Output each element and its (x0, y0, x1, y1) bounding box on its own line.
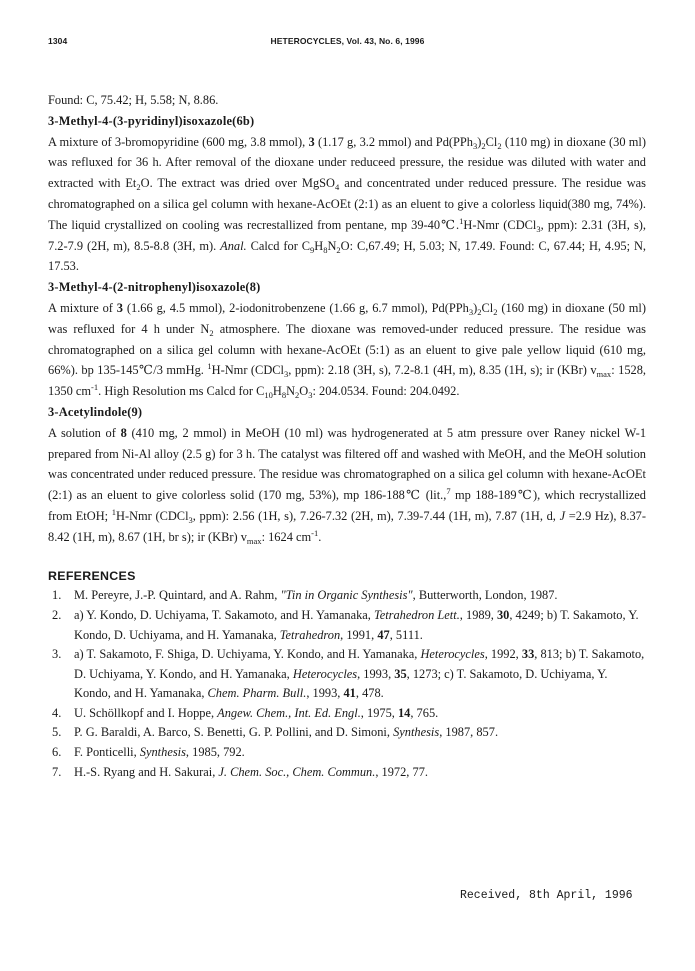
compound-9-heading: 3-Acetylindole(9) (48, 404, 143, 419)
compound-8-heading: 3-Methyl-4-(2-nitrophenyl)isoxazole(8) (48, 280, 261, 295)
reference-1: 1. M. Pereyre, J.-P. Quintard, and A. Rahm, "Tin in Organic Synthesis", Butterworth, London, 1987. (52, 588, 558, 603)
article-body (48, 90, 646, 782)
journal-citation: HETEROCYCLES, Vol. 43, No. 6, 1996 (270, 36, 425, 46)
compound-9-procedure: A solution of 8 (410 mg, 2 mmol) in MeOH (10 ml) was hydrogenerated at 5 atm pressure over Raney nickel W-1 prepared from Ni-Al alloy (2.5 g) for 3 h. The catalyst was filtered off and washed with MeOH, and the MeOH solution was concentrated under reduced pressure. The residue was chromatographed on a silica gel column with hexane-AcOEt (2:1) as an eluent to give colorless solid (170 mg, 53%), mp 186-188℃ (lit.,$^7$ mp 188-189℃), which recrystallized from EtOH; $^1$H-Nmr (CDCl$_3$, ppm): 2.56 (1H, s), 7.26-7.32 (2H, m), 7.39-7.44 (1H, m), 7.87 (1H, d, J =2.9 Hz), 8.37-8.42 (1H, m), 8.67 (1H, br s); ir (KBr) $v_{max}$: 1624 $cm^{-1}$. (48, 425, 647, 546)
page-number: 1304 (48, 36, 68, 46)
compound-6b-heading: 3-Methyl-4-(3-pyridinyl)isoxazole(6b) (48, 113, 255, 128)
received-date: Received, 8th April, 1996 (460, 889, 633, 902)
compound-8-procedure: A mixture of 3 (1.66 g, 4.5 mmol), 2-iodonitrobenzene (1.66 g, 6.7 mmol), $Pd(PPh_3)_2Cl_2$ (160 mg) in dioxane (50 ml) was refluxed for 4 h under $N_2$ atmosphere. The dioxane was removed-under reduced pressure. The residue was chromatographed on a silica gel column with hexane-AcOEt (5:1) as an eluent to give pale yellow liquid (610 mg, 66%). bp 135-145℃/3 mmHg. $^1$H-Nmr (CDCl$_3$, ppm): 2.18 (3H, s), 7.2-8.1 (4H, m), 8.35 (1H, s); ir (KBr) $v_{max}$: 1528, 1350 $cm^{-1}$. High Resolution ms Calcd for $C_{10}H_8N_2O_3$: 204.0534. Found: 204.0492. (48, 300, 647, 401)
reference-6: 6. F. Ponticelli, Synthesis, 1985, 792. (52, 745, 245, 760)
reference-7: 7. H.-S. Ryang and H. Sakurai, J. Chem. Soc., Chem. Commun., 1972, 77. (52, 764, 428, 779)
reference-2: 2. a) Y. Kondo, D. Uchiyama, T. Sakamoto, and H. Yamanaka, Tetrahedron Lett., 1989, 30, 4249; b) T. Sakamoto, Y. Kondo, D. Uchiyama, and H. Yamanaka, Tetrahedron, 1991, 47, 5111. (52, 607, 639, 642)
compound-6b-procedure: A mixture of 3-bromopyridine (600 mg, 3.8 mmol), 3 (1.17 g, 3.2 mmol) and $Pd(PPh_3)_2Cl_2$ (110 mg) in dioxane (30 ml) was refluxed for 36 h. After removal of the dioxane under reduceed pressure, the residue was diluted with water and extracted with $Et_2O$. The extract was dried over MgSO$_4$ and concentrated under reduced pressure. The residue was chromatographed on a silica gel column with hexane-AcOEt (2:1) as an eluent to give a colorless liquid(380 mg, 74%). The liquid crystallized on cooling was recrestallized from pentane, mp 39-40℃.$^1$H-Nmr (CDCl$_3$, ppm): 2.31 (3H, s), 7.2-7.9 (2H, m), 8.5-8.8 (3H, m). Anal. Calcd for $C_9H_8N_2O$: C,67.49; H, 5.03; N, 17.49. Found: C, 67.44; H, 4.95; N, 17.53. (48, 134, 647, 274)
found-analysis-line: Found: C, 75.42; H, 5.58; N, 8.86. (48, 93, 219, 107)
reference-3: 3. a) T. Sakamoto, F. Shiga, D. Uchiyama, Y. Kondo, and H. Yamanaka, Heterocycles, 1992, 33, 813; b) T. Sakamoto, D. Uchiyama, Y. Kondo, and H. Yamanaka, Heterocycles, 1993, 35, 1273; c) T. Sakamoto, D. Uchiyama, Y. Kondo, and H. Yamanaka, Chem. Pharm. Bull., 1993, 41, 478. (52, 647, 645, 701)
reference-5: 5. P. G. Baraldi, A. Barco, S. Benetti, G. P. Pollini, and D. Simoni, Synthesis, 1987, 857. (52, 725, 499, 740)
references-heading: REFERENCES (48, 568, 136, 583)
reference-4: 4. U. Schöllkopf and I. Hoppe, Angew. Chem., Int. Ed. Engl., 1975, 14, 765. (52, 705, 439, 720)
